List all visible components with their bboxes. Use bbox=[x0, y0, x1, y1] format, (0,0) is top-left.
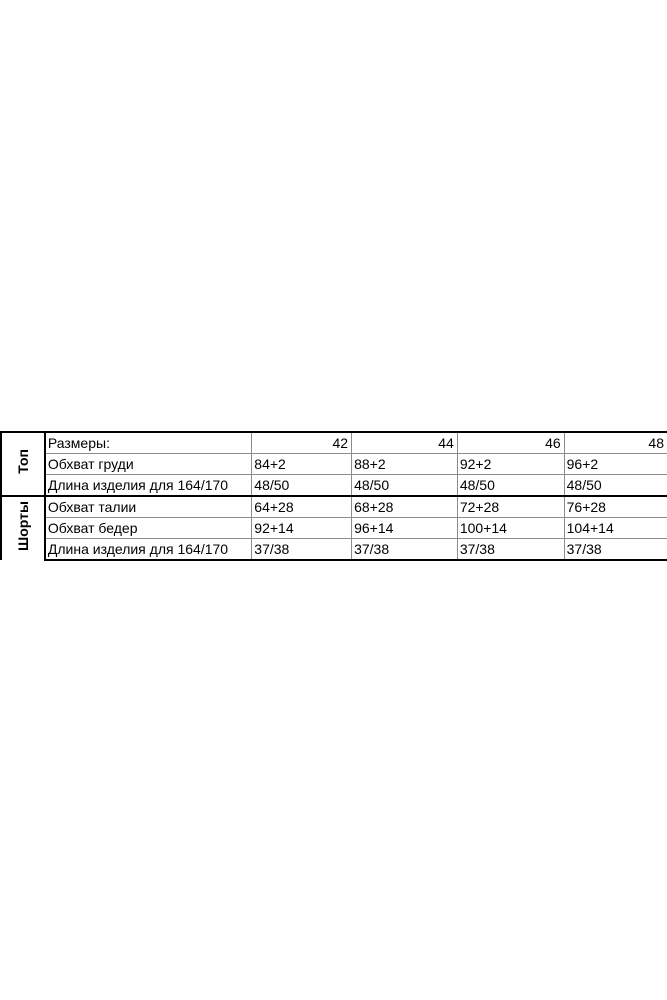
table-cell: 37/38 bbox=[252, 539, 352, 561]
table-cell: 48/50 bbox=[252, 475, 352, 497]
row-label-sizes: Размеры: bbox=[45, 432, 252, 454]
size-chart-table bbox=[0, 431, 667, 561]
table-row-shorts-length bbox=[1, 539, 667, 561]
table-cell: 96+2 bbox=[564, 454, 667, 475]
size-44-header: 44 bbox=[352, 432, 458, 454]
table-cell: 68+28 bbox=[352, 496, 458, 518]
row-label-top-length: Длина изделия для 164/170 bbox=[45, 475, 252, 497]
table-cell: 48/50 bbox=[564, 475, 667, 497]
table-cell: 88+2 bbox=[352, 454, 458, 475]
size-42-header: 42 bbox=[252, 432, 352, 454]
table-cell: 96+14 bbox=[352, 518, 458, 539]
table-cell: 92+2 bbox=[457, 454, 564, 475]
group-label-shorts: Шорты bbox=[14, 501, 31, 551]
table-row-waist bbox=[1, 496, 667, 518]
row-label-waist: Обхват талии bbox=[45, 496, 252, 518]
table-cell: 100+14 bbox=[457, 518, 564, 539]
table-cell: 64+28 bbox=[252, 496, 352, 518]
row-label-shorts-length: Длина изделия для 164/170 bbox=[45, 539, 252, 561]
table-cell: 92+14 bbox=[252, 518, 352, 539]
table-cell: 72+28 bbox=[457, 496, 564, 518]
table-row-chest bbox=[1, 454, 667, 475]
row-label-chest: Обхват груди bbox=[45, 454, 252, 475]
group-label-top-cell bbox=[1, 432, 45, 496]
table-row-hips bbox=[1, 518, 667, 539]
group-label-shorts-cell bbox=[1, 496, 45, 560]
size-46-header: 46 bbox=[457, 432, 564, 454]
group-label-top: Топ bbox=[14, 449, 31, 474]
table-cell: 48/50 bbox=[352, 475, 458, 497]
size-48-header: 48 bbox=[564, 432, 667, 454]
table-cell: 37/38 bbox=[352, 539, 458, 561]
row-label-hips: Обхват бедер bbox=[45, 518, 252, 539]
table-cell: 37/38 bbox=[564, 539, 667, 561]
table-cell: 37/38 bbox=[457, 539, 564, 561]
table-cell: 76+28 bbox=[564, 496, 667, 518]
table-cell: 104+14 bbox=[564, 518, 667, 539]
table-cell: 84+2 bbox=[252, 454, 352, 475]
table-cell: 48/50 bbox=[457, 475, 564, 497]
table-row-top-length bbox=[1, 475, 667, 497]
table-row-sizes bbox=[1, 432, 667, 454]
